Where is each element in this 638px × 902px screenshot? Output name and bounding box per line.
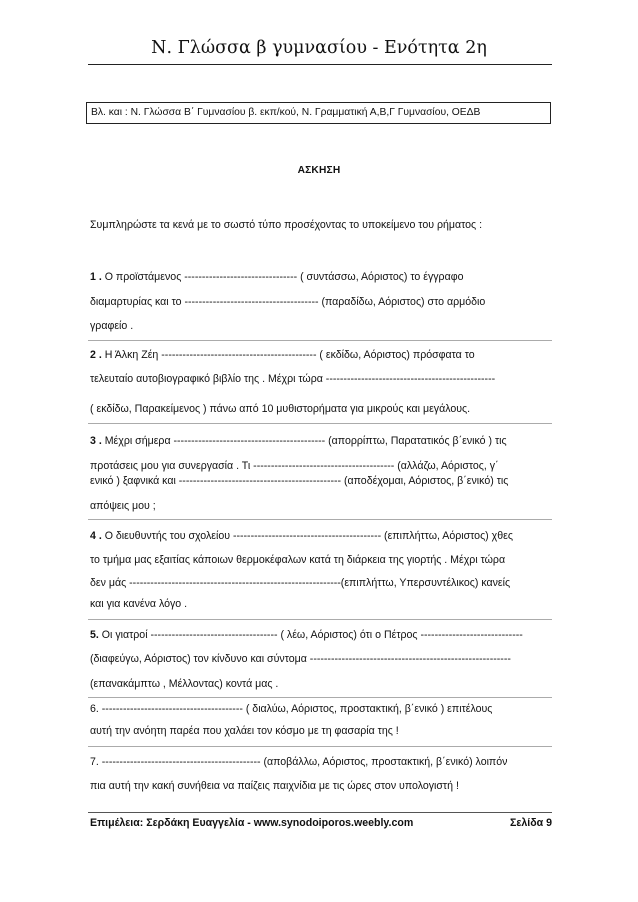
header-divider xyxy=(88,64,552,65)
exercise-3-line-2: προτάσεις μου για συνεργασία . Τι ---------------------------------------- (αλλάζω, Αόριστος, γ΄ xyxy=(90,460,499,472)
footer-divider xyxy=(88,812,552,813)
exercise-4-line-1: 4 . Ο διευθυντής του σχολείου ------------------------------------------ (επιπλήττω, Αόριστος) χθες xyxy=(90,530,513,542)
exercise-2-number: 2 . xyxy=(90,349,102,361)
exercise-2-line-1: 2 . Η Άλκη Ζέη -------------------------------------------- ( εκδίδω, Αόριστος) πρόσφατα το xyxy=(90,349,475,361)
exercise-7-line-2: πια αυτή την κακή συνήθεια να παίζεις παιχνίδια με τις ώρες στον υπολογιστή ! xyxy=(90,780,459,792)
exercise-4-number: 4 . xyxy=(90,530,102,542)
exercise-1-number: 1 . xyxy=(90,271,102,283)
exercise-2-line-3: ( εκδίδω, Παρακείμενος ) πάνω από 10 μυθιστορήματα για μικρούς και μεγάλους. xyxy=(90,403,471,415)
exercise-divider xyxy=(88,746,552,747)
exercise-5-line-1: 5. Οι γιατροί ------------------------------------ ( λέω, Αόριστος) ότι ο Πέτρος ----------------------------- xyxy=(90,629,523,641)
exercise-1-line-2: διαμαρτυρίας και το -------------------------------------- (παραδίδω, Αόριστος) στο αρμόδιο xyxy=(90,296,486,308)
exercise-heading: ΑΣΚΗΣΗ xyxy=(297,165,341,176)
exercise-5-line-3: (επανακάμπτω , Μέλλοντας) κοντά μας . xyxy=(90,678,279,690)
exercise-1-line-1: 1 . Ο προϊστάμενος -------------------------------- ( συντάσσω, Αόριστος) το έγγραφο xyxy=(90,271,464,283)
exercise-3-number: 3 . xyxy=(90,435,102,447)
exercise-divider xyxy=(88,697,552,698)
footer-credit: Επιμέλεια: Σερδάκη Ευαγγελία - www.synodoiporos.weebly.com xyxy=(90,817,414,829)
exercise-7-line-1: 7. --------------------------------------------- (αποβάλλω, Αόριστος, προστακτική, β΄ενικό) λοιπόν xyxy=(90,756,508,768)
page-header-title: Ν. Γλώσσα β γυμνασίου - Ενότητα 2η xyxy=(151,38,487,58)
instruction-text: Συμπληρώστε τα κενά με το σωστό τύπο προσέχοντας το υποκείμενο του ρήματος : xyxy=(90,219,483,231)
exercise-3-line-4: απόψεις μου ; xyxy=(90,500,156,512)
exercise-6-line-2: αυτή την ανόητη παρέα που χαλάει τον κόσμο με τη φασαρία της ! xyxy=(90,725,399,737)
exercise-6-line-1: 6. ---------------------------------------- ( διαλύω, Αόριστος, προστακτική, β΄ενικό ) επιτέλους xyxy=(90,703,493,715)
exercise-3-line-1: 3 . Μέχρι σήμερα ------------------------------------------- (απορρίπτω, Παρατατικός β΄ενικό ) τις xyxy=(90,435,507,447)
exercise-divider xyxy=(88,423,552,424)
exercise-3-line-3: ενικό ) ξαφνικά και ---------------------------------------------- (αποδέχομαι, Αόριστος, β΄ενικό) τις xyxy=(90,475,509,487)
exercise-5-number: 5. xyxy=(90,629,99,641)
exercise-divider xyxy=(88,519,552,520)
exercise-5-line-2: (διαφεύγω, Αόριστος) τον κίνδυνο και σύντομα --------------------------------------------------------- xyxy=(90,653,511,665)
exercise-2-line-2: τελευταίο αυτοβιογραφικό βιβλίο της . Μέχρι τώρα ------------------------------------------------ xyxy=(90,373,496,385)
exercise-4-line-3: δεν μάς ------------------------------------------------------------(επιπλήττω, Υπερσυντέλικος) κανείς xyxy=(90,577,511,589)
exercise-4-line-2: το τμήμα μας εξαιτίας κάποιων θερμοκέφαλων κατά τη διάρκεια της γιορτής . Μέχρι τώρα xyxy=(90,554,506,566)
reference-box: Βλ. και : Ν. Γλώσσα Β΄ Γυμνασίου β. εκπ/κού, Ν. Γραμματική Α,Β,Γ Γυμνασίου, ΟΕΔΒ xyxy=(86,102,551,124)
exercise-1-line-3: γραφείο . xyxy=(90,320,134,332)
exercise-divider xyxy=(88,340,552,341)
page-number: Σελίδα 9 xyxy=(510,817,552,829)
exercise-divider xyxy=(88,619,552,620)
exercise-4-line-4: και για κανένα λόγο . xyxy=(90,598,188,610)
